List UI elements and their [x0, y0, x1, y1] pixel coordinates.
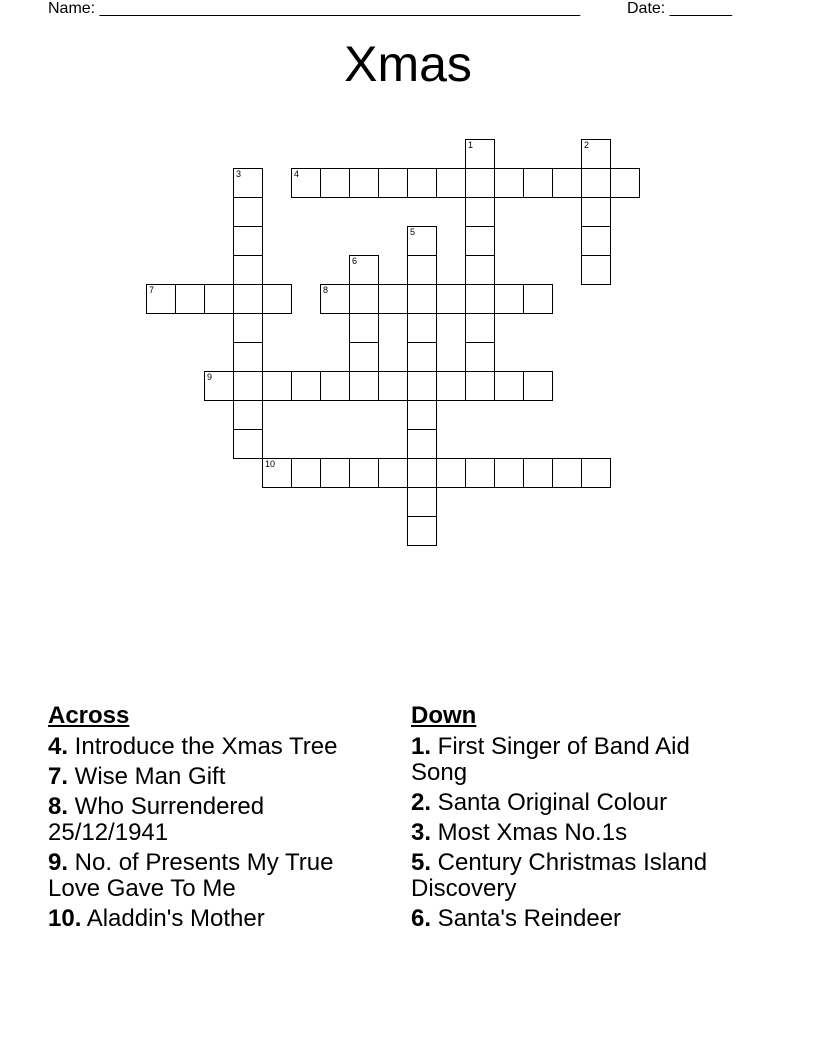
crossword-cell[interactable]: [291, 168, 321, 198]
crossword-cell[interactable]: [233, 342, 263, 372]
puzzle-title: Xmas: [344, 36, 472, 92]
crossword-cell[interactable]: [233, 284, 263, 314]
crossword-cell[interactable]: [378, 168, 408, 198]
across-clue: [48, 794, 388, 846]
clue-number: 1.: [411, 733, 432, 760]
crossword-cell[interactable]: [407, 342, 437, 372]
crossword-cell[interactable]: [320, 168, 350, 198]
down-clue: [411, 790, 751, 816]
crossword-cell[interactable]: [378, 458, 408, 488]
crossword-cell[interactable]: [523, 284, 553, 314]
crossword-cell[interactable]: [581, 139, 611, 169]
down-clue: [411, 820, 751, 846]
crossword-cell[interactable]: [407, 226, 437, 256]
crossword-cell[interactable]: [349, 168, 379, 198]
crossword-cell[interactable]: [407, 168, 437, 198]
clue-text: Introduce the Xmas Tree: [68, 733, 338, 760]
crossword-cell[interactable]: [436, 458, 466, 488]
across-clues: [48, 702, 388, 936]
crossword-cell[interactable]: [436, 371, 466, 401]
crossword-cell[interactable]: [175, 284, 205, 314]
crossword-cell[interactable]: [378, 371, 408, 401]
crossword-cell[interactable]: [407, 429, 437, 459]
crossword-cell[interactable]: [465, 342, 495, 372]
crossword-cell[interactable]: [581, 197, 611, 227]
crossword-cell[interactable]: [465, 458, 495, 488]
crossword-cell[interactable]: [581, 168, 611, 198]
crossword-cell[interactable]: [349, 458, 379, 488]
clue-text: Century Christmas Island Discovery: [411, 849, 708, 902]
clue-number-label: 4: [294, 169, 300, 179]
across-clue: [48, 734, 388, 760]
clue-text: Who Surrendered 25/12/1941: [48, 793, 265, 846]
crossword-cell[interactable]: [233, 371, 263, 401]
down-clue: [411, 850, 751, 902]
crossword-cell[interactable]: [262, 371, 292, 401]
clue-number: 6.: [411, 905, 432, 932]
crossword-cell[interactable]: [436, 284, 466, 314]
clue-number-label: 9: [207, 372, 213, 382]
crossword-cell[interactable]: [494, 458, 524, 488]
crossword-cell[interactable]: [262, 458, 292, 488]
clue-text: Aladdin's Mother: [81, 905, 265, 932]
crossword-cell[interactable]: [378, 284, 408, 314]
crossword-cell[interactable]: [523, 168, 553, 198]
crossword-cell[interactable]: [465, 371, 495, 401]
crossword-cell[interactable]: [233, 313, 263, 343]
crossword-cell[interactable]: [320, 371, 350, 401]
clue-number: 8.: [48, 793, 69, 820]
crossword-cell[interactable]: [349, 371, 379, 401]
crossword-cell[interactable]: [233, 255, 263, 285]
clue-text: Most Xmas No.1s: [431, 819, 628, 846]
across-clue: [48, 850, 388, 902]
crossword-cell[interactable]: [407, 487, 437, 517]
clue-number-label: 5: [410, 227, 416, 237]
crossword-cell[interactable]: [291, 458, 321, 488]
clue-text: First Singer of Band Aid Song: [411, 733, 690, 786]
clue-number: 9.: [48, 849, 69, 876]
down-clue: [411, 906, 751, 932]
clue-number: 2.: [411, 789, 432, 816]
crossword-cell[interactable]: [204, 284, 234, 314]
crossword-cell[interactable]: [349, 284, 379, 314]
crossword-cell[interactable]: [494, 284, 524, 314]
clue-text: Wise Man Gift: [68, 763, 226, 790]
clue-number-label: 10: [265, 459, 276, 469]
clue-number-label: 1: [468, 140, 474, 150]
down-clue: [411, 734, 751, 786]
crossword-cell[interactable]: [407, 255, 437, 285]
crossword-cell[interactable]: [204, 371, 234, 401]
crossword-cell[interactable]: [407, 313, 437, 343]
down-heading: Down: [411, 702, 477, 729]
crossword-cell[interactable]: [233, 429, 263, 459]
name-line: Name: ______________________________________________________: [48, 0, 581, 17]
crossword-cell[interactable]: [552, 168, 582, 198]
crossword-cell[interactable]: [407, 284, 437, 314]
crossword-cell[interactable]: [320, 284, 350, 314]
clue-number: 5.: [411, 849, 432, 876]
crossword-cell[interactable]: [436, 168, 466, 198]
crossword-cell[interactable]: [523, 458, 553, 488]
clue-number: 10.: [48, 905, 82, 932]
crossword-cell[interactable]: [320, 458, 350, 488]
date-line: Date: _______: [627, 0, 732, 17]
crossword-cell[interactable]: [494, 168, 524, 198]
clue-number: 7.: [48, 763, 69, 790]
clue-text: No. of Presents My True Love Gave To Me: [48, 849, 334, 902]
crossword-cell[interactable]: [407, 458, 437, 488]
down-clues: [411, 702, 751, 936]
crossword-cell[interactable]: [407, 371, 437, 401]
crossword-cell[interactable]: [465, 255, 495, 285]
crossword-cell[interactable]: [610, 168, 640, 198]
crossword-cell[interactable]: [146, 284, 176, 314]
crossword-cell[interactable]: [465, 168, 495, 198]
clue-number-label: 8: [323, 285, 329, 295]
crossword-cell[interactable]: [552, 458, 582, 488]
crossword-cell[interactable]: [262, 284, 292, 314]
across-heading: Across: [48, 702, 130, 729]
crossword-cell[interactable]: [494, 371, 524, 401]
clue-number-label: 3: [236, 169, 242, 179]
crossword-cell[interactable]: [581, 226, 611, 256]
crossword-cell[interactable]: [291, 371, 321, 401]
clue-text: Santa Original Colour: [431, 789, 668, 816]
crossword-cell[interactable]: [233, 226, 263, 256]
clue-number: 4.: [48, 733, 69, 760]
crossword-cell[interactable]: [233, 197, 263, 227]
clue-text: Santa's Reindeer: [431, 905, 622, 932]
crossword-cell[interactable]: [407, 400, 437, 430]
crossword-cell[interactable]: [581, 458, 611, 488]
crossword-cell[interactable]: [407, 516, 437, 546]
clue-number-label: 2: [584, 140, 590, 150]
crossword-cell[interactable]: [233, 400, 263, 430]
crossword-cell[interactable]: [465, 197, 495, 227]
clue-number-label: 7: [149, 285, 155, 295]
crossword-cell[interactable]: [349, 255, 379, 285]
crossword-cell[interactable]: [465, 284, 495, 314]
clue-number: 3.: [411, 819, 432, 846]
crossword-cell[interactable]: [465, 313, 495, 343]
across-clue: [48, 764, 388, 790]
crossword-cell[interactable]: [233, 168, 263, 198]
crossword-cell[interactable]: [465, 226, 495, 256]
crossword-cell[interactable]: [349, 313, 379, 343]
clue-number-label: 6: [352, 256, 358, 266]
crossword-cell[interactable]: [465, 139, 495, 169]
crossword-cell[interactable]: [349, 342, 379, 372]
crossword-cell[interactable]: [581, 255, 611, 285]
across-clue: [48, 906, 388, 932]
crossword-cell[interactable]: [523, 371, 553, 401]
